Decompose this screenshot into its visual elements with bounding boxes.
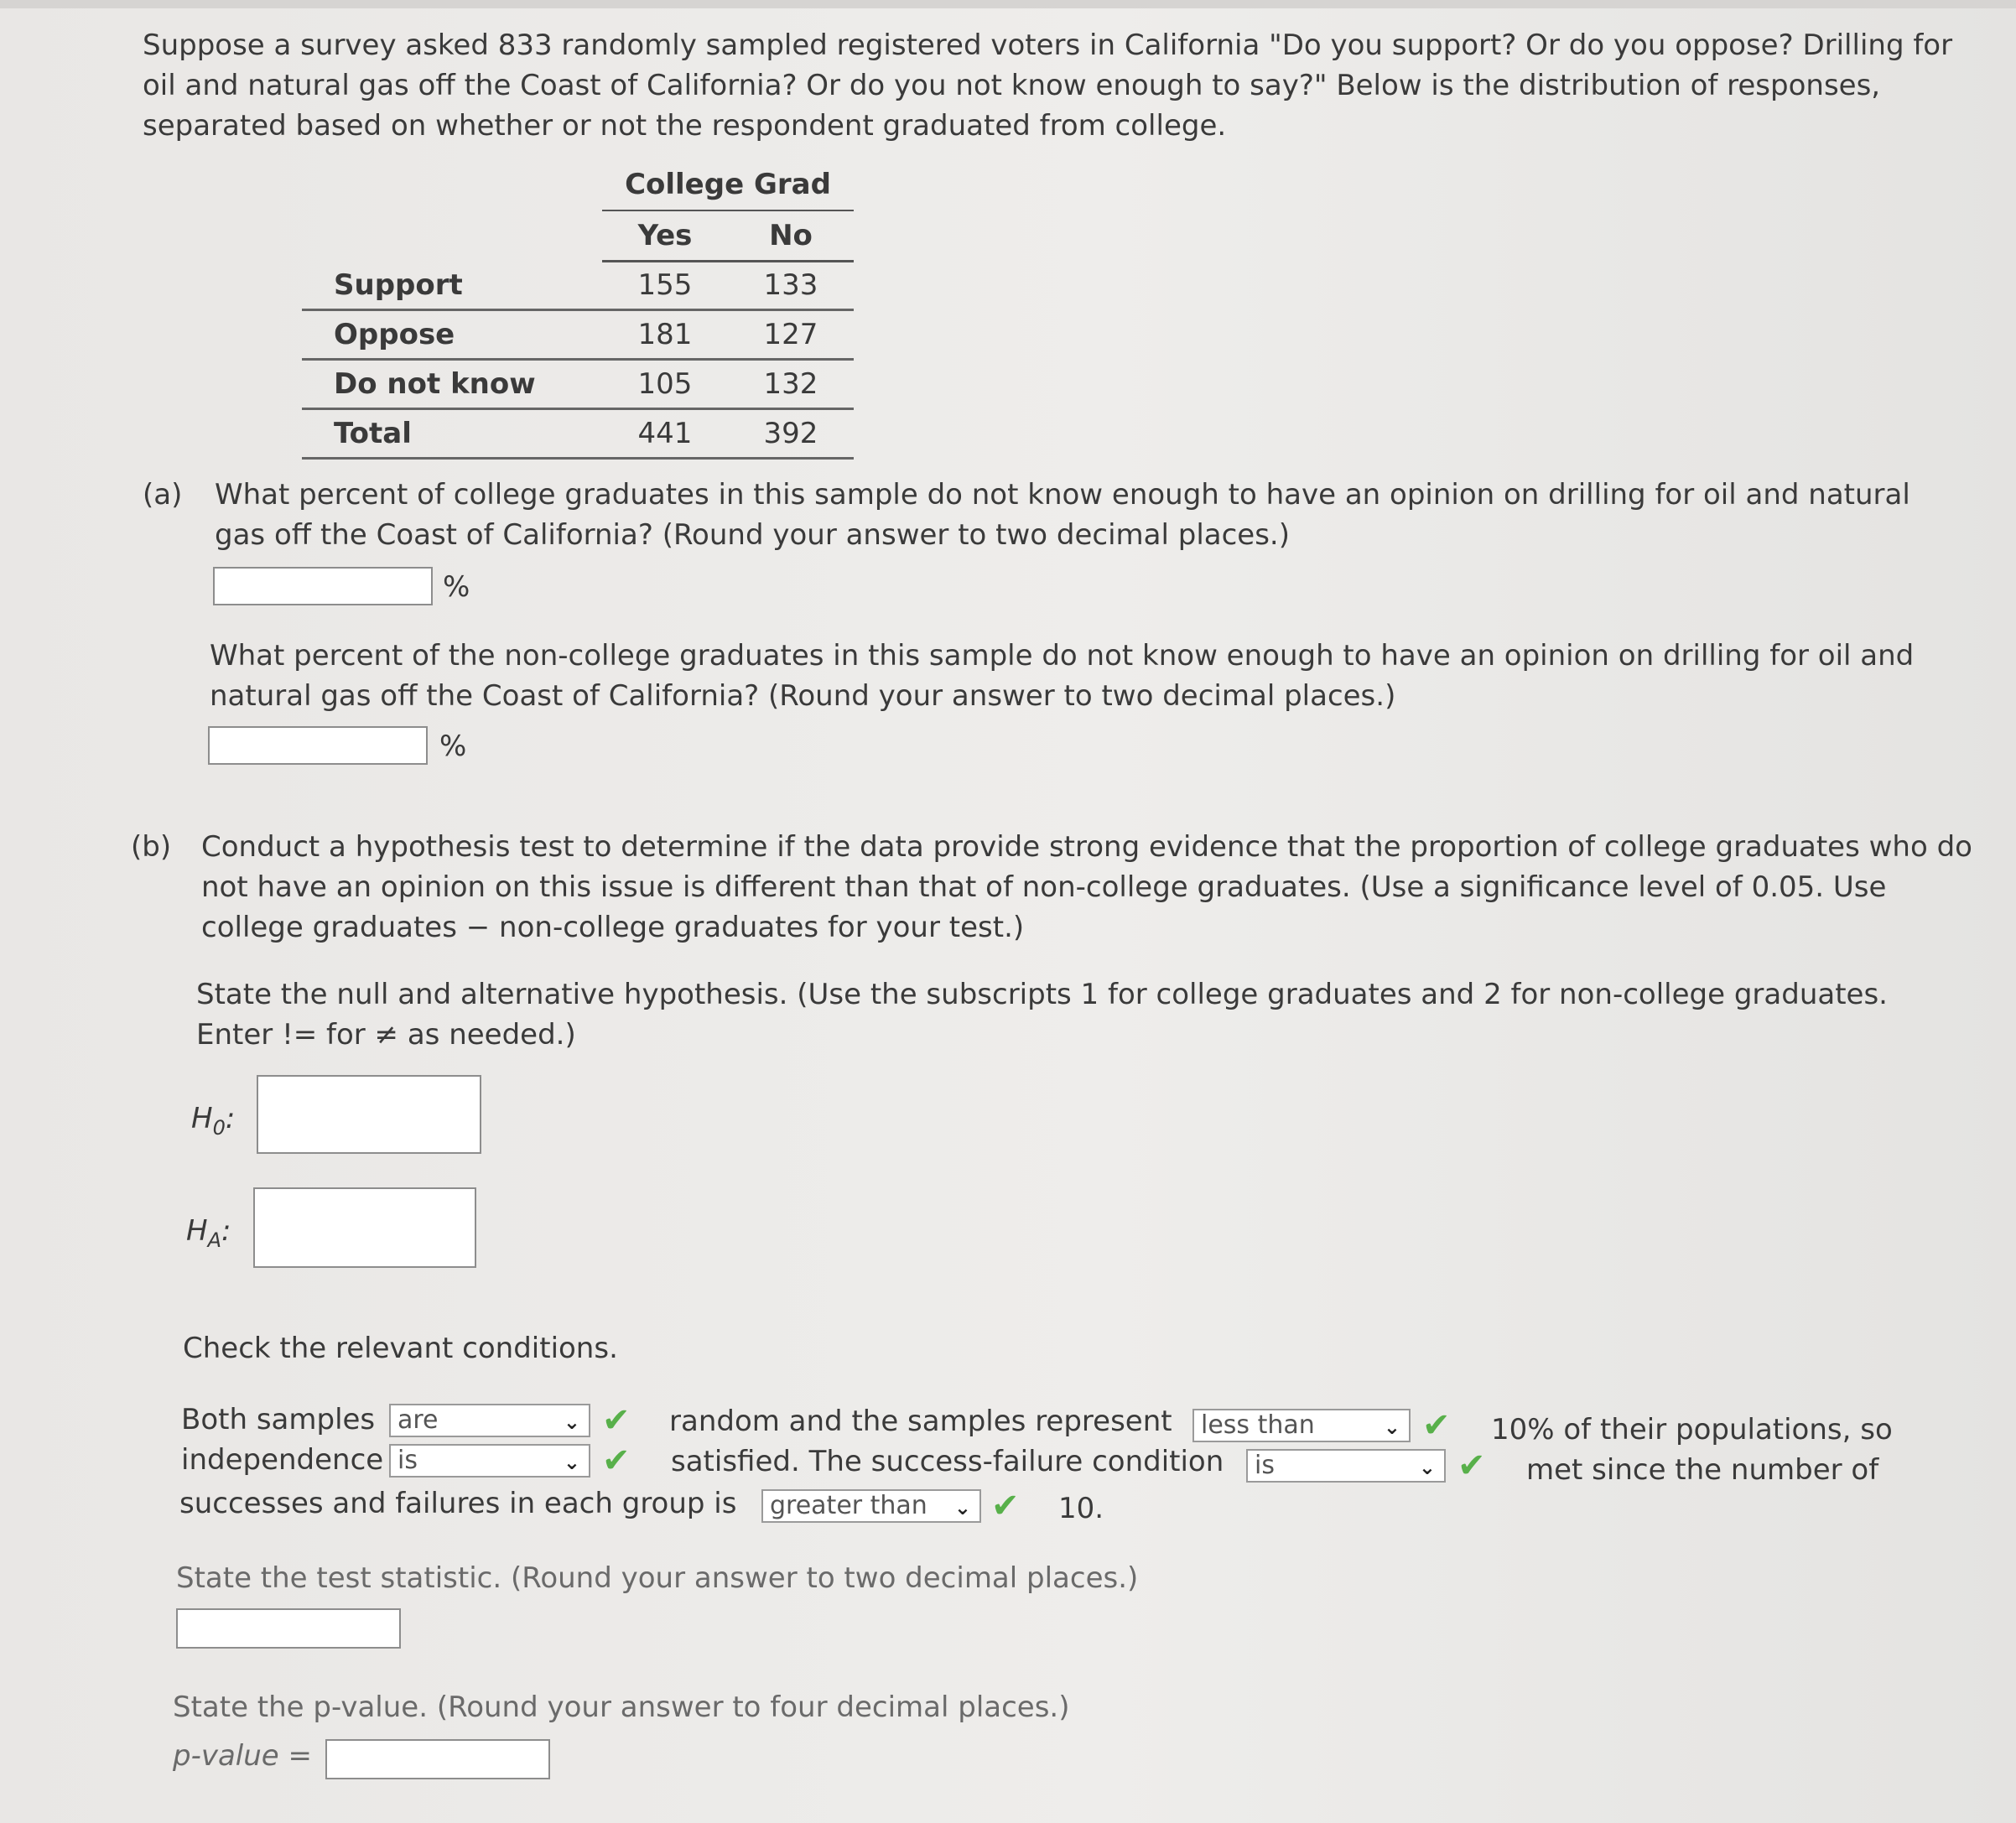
success-failure-select[interactable]: is ⌄ xyxy=(1246,1449,1446,1483)
cond-text: Both samples xyxy=(181,1403,376,1436)
table-row xyxy=(302,309,854,359)
chevron-down-icon: ⌄ xyxy=(563,1451,580,1474)
population-fraction-select[interactable]: less than ⌄ xyxy=(1192,1409,1411,1442)
checkmark-icon: ✔ xyxy=(1457,1446,1486,1485)
cell-no: 127 xyxy=(728,309,854,359)
pvalue-input[interactable] xyxy=(325,1739,550,1779)
checkmark-icon: ✔ xyxy=(991,1487,1020,1525)
cell-no: 392 xyxy=(728,408,854,458)
percent-college-input[interactable] xyxy=(213,567,433,605)
col-header-yes: Yes xyxy=(602,210,728,262)
hypothesis-prompt: State the null and alternative hypothesis. (Use the subscripts 1 for college graduates and 2 for non-college graduates. Enter != for ≠ as needed.) xyxy=(196,978,1888,1052)
row-label: Oppose xyxy=(302,309,602,359)
table-row xyxy=(302,262,854,310)
test-statistic-prompt: State the test statistic. (Round your answer to two decimal places.) xyxy=(176,1561,1139,1595)
checkmark-icon: ✔ xyxy=(1422,1406,1451,1445)
table-row xyxy=(302,408,854,458)
cond-text: satisfied. The success-failure condition xyxy=(671,1445,1224,1478)
chevron-down-icon: ⌄ xyxy=(1383,1415,1400,1439)
row-label: Do not know xyxy=(302,359,602,408)
cell-no: 132 xyxy=(728,359,854,408)
checkmark-icon: ✔ xyxy=(602,1441,631,1480)
row-label: Support xyxy=(302,262,602,310)
chevron-down-icon: ⌄ xyxy=(953,1496,971,1519)
percent-unit: % xyxy=(439,730,467,763)
samples-random-select[interactable]: are ⌄ xyxy=(389,1404,590,1437)
cell-yes: 181 xyxy=(602,309,728,359)
intro-text: Suppose a survey asked 833 randomly sampled registered voters in California "Do you support? Or do you oppose? Drilling for oil and natural gas off the Coast of California? Or do you not know enough to say?" Below is the distribution of responses, separated based on whether or not the respondent graduated from college. xyxy=(143,29,1953,143)
alt-hypothesis-input[interactable] xyxy=(253,1187,476,1268)
h0-label: $H_0$: xyxy=(191,1102,236,1140)
test-statistic-input[interactable] xyxy=(176,1608,401,1649)
conditions-title: Check the relevant conditions. xyxy=(183,1332,618,1365)
checkmark-icon: ✔ xyxy=(602,1401,631,1440)
cond-text: 10. xyxy=(1058,1492,1104,1525)
part-a-question-2: What percent of the non-college graduates in this sample do not know enough to have an opinion on drilling for oil and natural gas off the Coast of California? (Round your answer to two decimal places.) xyxy=(210,639,1915,713)
part-b-prompt: Conduct a hypothesis test to determine if the data provide strong evidence that the proportion of college graduates who do not have an opinion on this issue is different than that of non-college graduates. (Use a significance level of 0.05. Use college graduates − non-college graduates for your test.) xyxy=(201,830,1972,944)
top-divider xyxy=(0,0,2016,8)
cond-text: met since the number of xyxy=(1526,1453,1879,1487)
pvalue-prompt: State the p-value. (Round your answer to four decimal places.) xyxy=(173,1691,1070,1724)
ha-label: $H_A$: xyxy=(186,1214,231,1252)
cond-text: 10% of their populations, so xyxy=(1491,1413,1893,1446)
independence-select[interactable]: is ⌄ xyxy=(389,1444,590,1478)
cond-text: successes and failures in each group is xyxy=(179,1487,737,1520)
pvalue-label: p-value = xyxy=(173,1739,313,1773)
cond-text: independence xyxy=(181,1443,384,1477)
table-row xyxy=(302,359,854,408)
cell-no: 133 xyxy=(728,262,854,310)
cell-yes: 105 xyxy=(602,359,728,408)
part-a-marker: (a) xyxy=(143,478,183,512)
cond-text: random and the samples represent xyxy=(669,1405,1172,1438)
count-comparison-select[interactable]: greater than ⌄ xyxy=(761,1489,981,1523)
chevron-down-icon: ⌄ xyxy=(563,1410,580,1434)
percent-unit: % xyxy=(443,570,470,604)
col-header-no: No xyxy=(728,210,854,262)
cell-yes: 155 xyxy=(602,262,728,310)
part-a-question-1: What percent of college graduates in this sample do not know enough to have an opinion on drilling for oil and natural gas off the Coast of California? (Round your answer to two decimal places.) xyxy=(215,478,1910,552)
table-group-header: College Grad xyxy=(602,159,854,210)
row-label: Total xyxy=(302,408,602,458)
percent-noncollege-input[interactable] xyxy=(208,726,428,765)
chevron-down-icon: ⌄ xyxy=(1418,1456,1436,1479)
part-b-marker: (b) xyxy=(131,830,172,864)
contingency-table xyxy=(302,159,854,460)
null-hypothesis-input[interactable] xyxy=(257,1075,481,1154)
cell-yes: 441 xyxy=(602,408,728,458)
